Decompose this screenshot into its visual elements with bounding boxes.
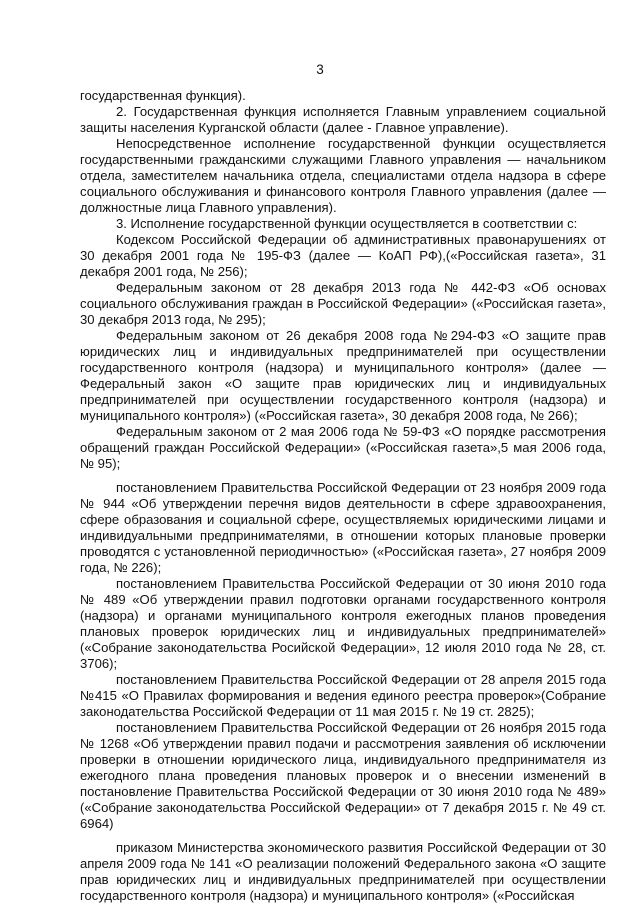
page-number: 3 <box>316 62 324 77</box>
paragraph: приказом Министерства экономического развития Российской Федерации от 30 апреля 2009 года № 141 «О реализации положений Федерального закона «О защите прав юридических лиц и индивидуальных предпринимателей при осуществлении государственного контроля (надзора) и муниципального контроля» («Российская <box>80 840 606 903</box>
paragraph: Федеральным законом от 28 декабря 2013 года № 442-ФЗ «Об основах социального обслуживания граждан в Российской Федерации» («Российская газета», 30 декабря 2013 года, № 295); <box>80 280 606 327</box>
paragraph: Непосредственное исполнение государственной функции осуществляется государственными гражданскими служащими Главного управления — начальником отдела, заместителем начальника отдела, специалистами отдела надзора в сфере социального обслуживания и финансового контроля Главного управления (далее — должностные лица Главного управления). <box>80 136 606 215</box>
paragraph: 3. Исполнение государственной функции осуществляется в соответствии с: <box>116 216 578 231</box>
paragraph: постановлением Правительства Российской Федерации от 23 ноября 2009 года № 944 «Об утверждении перечня видов деятельности в сфере здравоохранения, сфере образования и социальной сфере, осуществляемых юридическими лицами и индивидуальными предпринимателями, в отношении которых плановые проверки проводятся с установленной периодичностью» («Российская газета», 27 ноября 2009 года, № 226); <box>80 480 606 575</box>
paragraph: Федеральным законом от 2 мая 2006 года № 59-ФЗ «О порядке рассмотрения обращений граждан Российской Федерации» («Российская газета»,5 мая 2006 года, № 95); <box>80 424 606 471</box>
paragraph: государственная функция). <box>80 88 246 103</box>
paragraph: постановлением Правительства Российской Федерации от 30 июня 2010 года № 489 «Об утверждении правил подготовки органами государственного контроля (надзора) и органами муниципального контроля ежегодных планов проведения плановых проверок юридических лиц и индивидуальных предпринимателей» («Собрание законодательства Росийской Федерации», 12 июля 2010 года № 28, ст. 3706); <box>80 576 606 671</box>
paragraph: постановлением Правительства Российской Федерации от 26 ноября 2015 года № 1268 «Об утверждении правил подачи и рассмотрения заявления об исключении проверки в отношении юридического лица, индивидуального предпринимателя из ежегодного плана проведения плановых проверок и о внесении изменений в постановление Правительства Российской Федерации от 30 июня 2010 года № 489» («Собрание законодательства Российской Федерации» от 7 декабря 2015 г. № 49 ст. 6964) <box>80 720 606 831</box>
paragraph: постановлением Правительства Российской Федерации от 28 апреля 2015 года №415 «О Правилах формирования и ведения единого реестра проверок»(Собрание законодательства Российской Федерации от 11 мая 2015 г. № 19 ст. 2825); <box>80 672 606 719</box>
paragraph: Кодексом Российской Федерации об административных правонарушениях от 30 декабря 2001 года № 195-ФЗ (далее — КоАП РФ),(«Российская газета», 31 декабря 2001 года, № 256); <box>80 232 606 279</box>
paragraph: 2. Государственная функция исполняется Главным управлением социальной защиты населения Курганской области (далее - Главное управление). <box>80 104 606 135</box>
document-body <box>80 88 606 904</box>
paragraph: Федеральным законом от 26 декабря 2008 года №294-ФЗ «О защите прав юридических лиц и индивидуальных предпринимателей при осуществлении государственного контроля (надзора) и муниципального контроля» (далее — Федеральный закон «О защите прав юридических лиц и индивидуальных предпринимателей при осуществлении государственного контроля (надзора) и муниципального контроля») («Российская газета», 30 декабря 2008 года, № 266); <box>80 328 606 423</box>
